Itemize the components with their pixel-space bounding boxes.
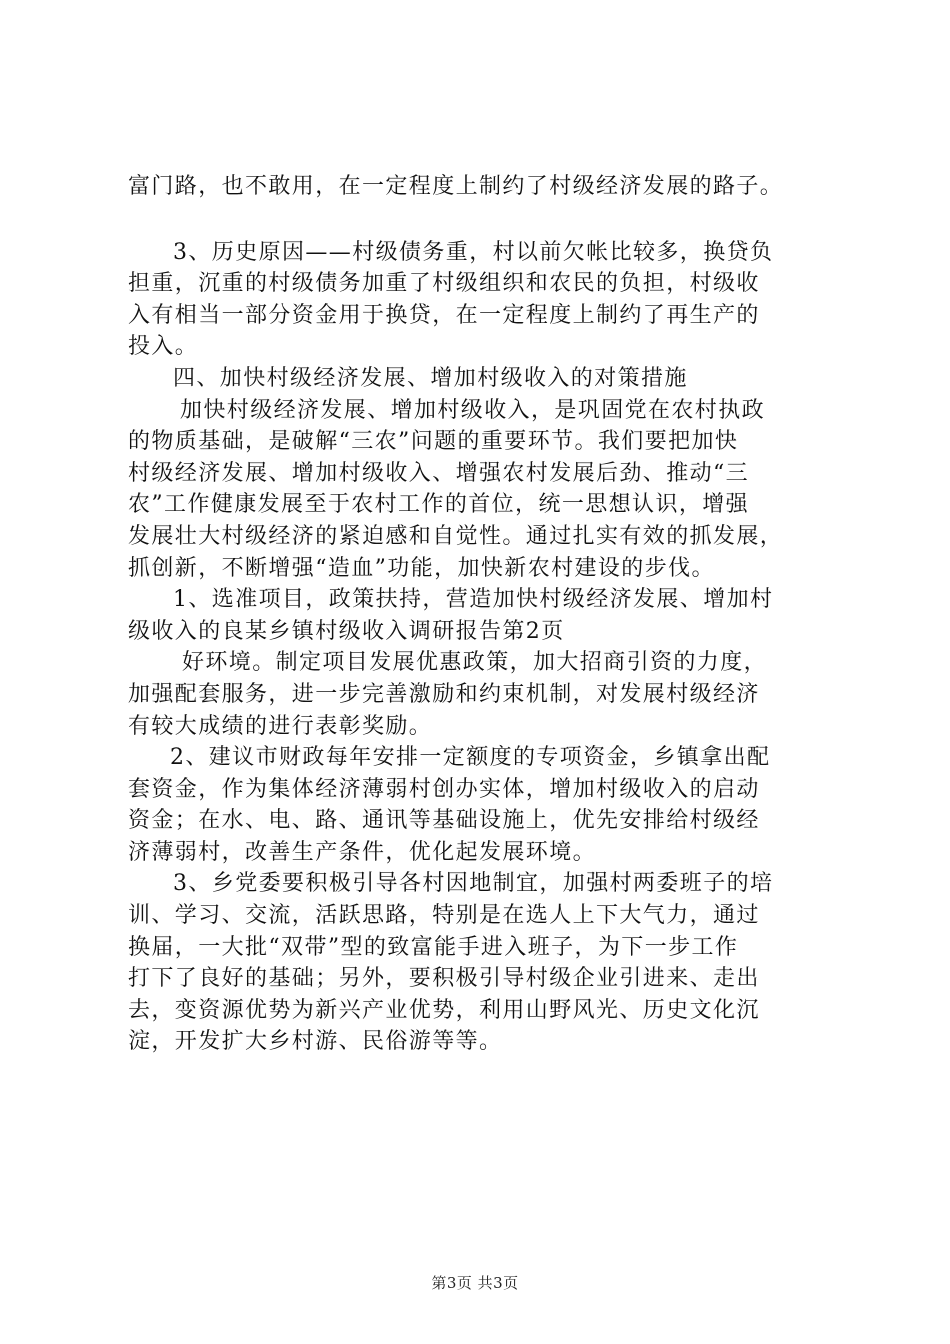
text-line: 加强配套服务，进一步完善激励和约束机制，对发展村级经济 [128, 681, 760, 707]
text-line: 农”工作健康发展至于农村工作的首位，统一思想认识，增强 [128, 492, 750, 518]
text-line: 3、乡党委要积极引导各村因地制宜，加强村两委班子的培 [173, 871, 774, 897]
text-line: 训、学习、交流，活跃思路，特别是在选人上下大气力，通过 [128, 903, 760, 929]
text-line: 套资金，作为集体经济薄弱村创办实体，增加村级收入的启动 [128, 776, 760, 802]
text-line: 去，变资源优势为新兴产业优势，利用山野风光、历史文化沉 [128, 997, 760, 1023]
text-line: 资金；在水、电、路、通讯等基础设施上，优先安排给村级经 [128, 808, 760, 834]
text-line: 淀，开发扩大乡村游、民俗游等等。 [128, 1029, 503, 1055]
text-line: 发展壮大村级经济的紧迫感和自觉性。通过扎实有效的抓发展， [128, 523, 784, 549]
text-line: 投入。 [128, 334, 199, 360]
document-body [128, 171, 838, 1058]
text-line: 换届，一大批“双带”型的致富能手进入班子，为下一步工作 [128, 934, 739, 960]
text-line: 有较大成绩的进行表彰奖励。 [128, 713, 433, 739]
text-line: 好环境。制定项目发展优惠政策，加大招商引资的力度， [182, 650, 768, 676]
text-line: 2、建议市财政每年安排一定额度的专项资金，乡镇拿出配 [170, 745, 771, 771]
page-footer: 第3页 共3页 [431, 1274, 519, 1292]
text-line: 抓创新，不断增强“造血”功能，加快新农村建设的步伐。 [128, 555, 715, 581]
text-line: 入有相当一部分资金用于换贷，在一定程度上制约了再生产的 [128, 302, 760, 328]
text-line: 级收入的良某乡镇村级收入调研报告第2页 [128, 618, 565, 644]
text-line: 济薄弱村，改善生产条件，优化起发展环境。 [128, 839, 597, 865]
text-line: 打下了良好的基础；另外，要积极引导村级企业引进来、走出 [128, 966, 760, 992]
section-heading: 四、加快村级经济发展、增加村级收入的对策措施 [173, 365, 688, 391]
text-line: 3、历史原因——村级债务重，村以前欠帐比较多，换贷负 [173, 239, 774, 265]
text-line: 村级经济发展、增加村级收入、增强农村发展后劲、推动“三 [128, 460, 750, 486]
paragraph-gap [128, 203, 838, 237]
text-line: 的物质基础，是破解“三农”问题的重要环节。我们要把加快 [128, 429, 739, 455]
text-line: 加快村级经济发展、增加村级收入，是巩固党在农村执政 [180, 397, 766, 423]
text-line: 担重，沉重的村级债务加重了村级组织和农民的负担，村级收 [128, 271, 760, 297]
text-line: 1、选准项目，政策扶持，营造加快村级经济发展、增加村 [173, 587, 774, 613]
text-line: 富门路，也不敢用，在一定程度上制约了村级经济发展的路子。 [128, 174, 784, 199]
